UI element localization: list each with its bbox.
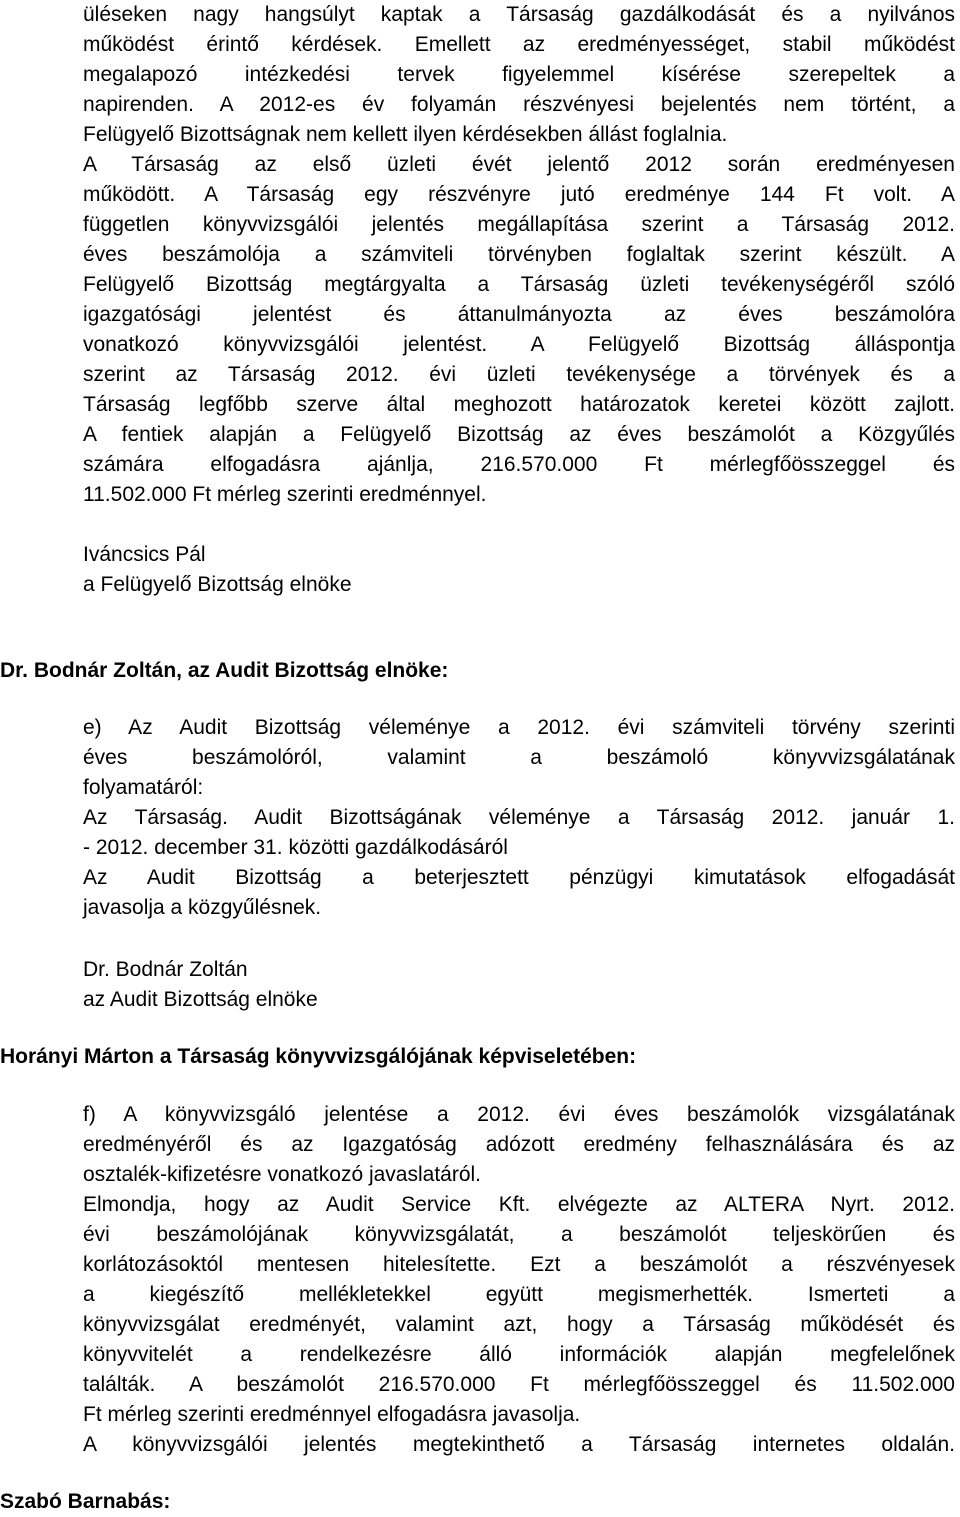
section-heading: Dr. Bodnár Zoltán, az Audit Bizottság elnöke:: [0, 659, 449, 682]
section-heading: Szabó Barnabás:: [0, 1490, 171, 1513]
text-line: folyamatáról:: [83, 776, 204, 799]
text-line: A Társaság az első üzleti évét jelentő 2012 során eredményesen: [83, 153, 955, 176]
text-line: A könyvvizsgálói jelentés megtekinthető a Társaság internetes oldalán.: [83, 1433, 955, 1456]
text-line: évi beszámolójának könyvvizsgálatát, a beszámolót teljeskörűen és: [83, 1223, 955, 1246]
text-line: működést érintő kérdések. Emellett az eredményességet, stabil működést: [83, 33, 955, 56]
text-line: e) Az Audit Bizottság véleménye a 2012. évi számviteli törvény szerinti: [83, 716, 955, 739]
text-line: napirenden. A 2012-es év folyamán részvényesi bejelentés nem történt, a: [83, 93, 955, 116]
text-line: Felügyelő Bizottságnak nem kellett ilyen kérdésekben állást foglalnia.: [83, 123, 728, 146]
text-line: f) A könyvvizsgáló jelentése a 2012. évi éves beszámolók vizsgálatának: [83, 1103, 955, 1126]
text-line: üléseken nagy hangsúlyt kaptak a Társaság gazdálkodását és a nyilvános: [83, 3, 955, 26]
text-line: 11.502.000 Ft mérleg szerinti eredménnyel.: [83, 483, 487, 506]
signature-name: Iváncsics Pál: [83, 543, 206, 566]
text-line: könyvvizsgálat eredményét, valamint azt, hogy a Társaság működését és: [83, 1313, 955, 1336]
text-line: Az Társaság. Audit Bizottságának véleménye a Társaság 2012. január 1.: [83, 806, 955, 829]
text-line: osztalék-kifizetésre vonatkozó javaslatáról.: [83, 1163, 482, 1186]
text-line: működött. A Társaság egy részvényre jutó eredménye 144 Ft volt. A: [83, 183, 955, 206]
text-line: Elmondja, hogy az Audit Service Kft. elvégezte az ALTERA Nyrt. 2012.: [83, 1193, 955, 1216]
text-line: igazgatósági jelentést és áttanulmányozta az éves beszámolóra: [83, 303, 955, 326]
text-line: korlátozásoktól mentesen hitelesítette. Ezt a beszámolót a részvényesek: [83, 1253, 955, 1276]
signature-title: a Felügyelő Bizottság elnöke: [83, 573, 352, 596]
signature-name: Dr. Bodnár Zoltán: [83, 958, 248, 981]
text-line: Társaság legfőbb szerve által meghozott határozatok keretei között zajlott.: [83, 393, 955, 416]
text-line: eredményéről és az Igazgatóság adózott eredmény felhasználására és az: [83, 1133, 955, 1156]
signature-title: az Audit Bizottság elnöke: [83, 988, 318, 1011]
text-line: javasolja a közgyűlésnek.: [83, 896, 322, 919]
section-heading: Horányi Márton a Társaság könyvvizsgálójának képviseletében:: [0, 1045, 637, 1068]
text-line: találták. A beszámolót 216.570.000 Ft mérlegfőösszeggel és 11.502.000: [83, 1373, 955, 1396]
text-line: A fentiek alapján a Felügyelő Bizottság az éves beszámolót a Közgyűlés: [83, 423, 955, 446]
text-line: éves beszámolója a számviteli törvényben foglaltak szerint készült. A: [83, 243, 955, 266]
text-line: megalapozó intézkedési tervek figyelemmel kísérése szerepeltek a: [83, 63, 955, 86]
text-line: könyvvitelét a rendelkezésre álló információk alapján megfelelőnek: [83, 1343, 955, 1366]
text-line: - 2012. december 31. közötti gazdálkodásáról: [83, 836, 508, 859]
text-line: éves beszámolóról, valamint a beszámoló könyvvizsgálatának: [83, 746, 955, 769]
text-line: Az Audit Bizottság a beterjesztett pénzügyi kimutatások elfogadását: [83, 866, 955, 889]
text-line: szerint az Társaság 2012. évi üzleti tevékenysége a törvények és a: [83, 363, 955, 386]
text-line: Ft mérleg szerinti eredménnyel elfogadásra javasolja.: [83, 1403, 581, 1426]
text-line: számára elfogadásra ajánlja, 216.570.000 Ft mérlegfőösszeggel és: [83, 453, 955, 476]
text-line: Felügyelő Bizottság megtárgyalta a Társaság üzleti tevékenységéről szóló: [83, 273, 955, 296]
text-line: vonatkozó könyvvizsgálói jelentést. A Felügyelő Bizottság álláspontja: [83, 333, 955, 356]
text-line: független könyvvizsgálói jelentés megállapítása szerint a Társaság 2012.: [83, 213, 955, 236]
text-line: a kiegészítő mellékletekkel együtt megismerhették. Ismerteti a: [83, 1283, 955, 1306]
